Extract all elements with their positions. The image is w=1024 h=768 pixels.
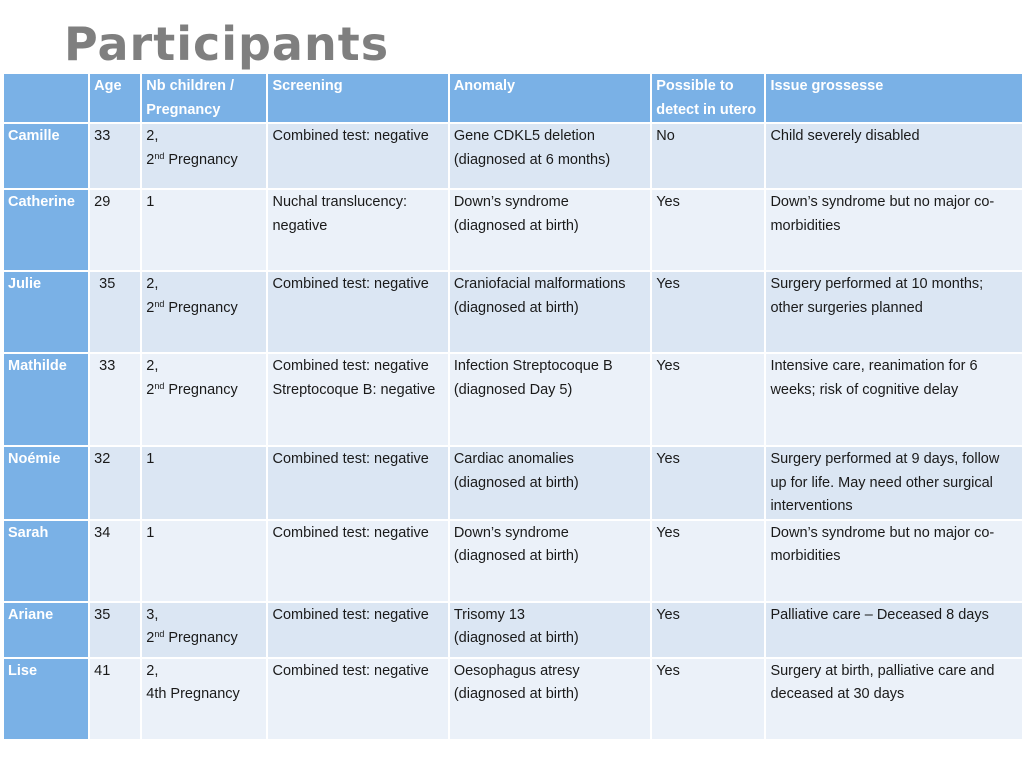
anomaly-cell (450, 521, 650, 601)
detect-cell: Yes (652, 447, 764, 519)
detect-cell: Yes (652, 659, 764, 739)
screening-cell: Combined test: negative (268, 521, 447, 601)
screening-cell: Combined test: negative (268, 659, 447, 739)
anomaly-diagnosis: (diagnosed at birth) (453, 548, 579, 564)
screening-secondary: Streptocoque B: negative (272, 381, 436, 398)
age-cell: 35 (90, 603, 140, 657)
pregnancy-suffix: nd (154, 380, 165, 391)
age-cell (90, 272, 140, 352)
participant-name: Camille (4, 124, 88, 188)
anomaly-name: Craniofacial malformations (453, 276, 626, 292)
participant-name: Sarah (4, 521, 88, 601)
pregnancy-label: Pregnancy (164, 151, 238, 168)
issue-cell: Down’s syndrome but no major co-morbidities (766, 190, 1022, 270)
anomaly-cell (450, 354, 650, 445)
detect-cell: Yes (652, 603, 764, 657)
children-count: 1 (146, 194, 155, 210)
detect-cell: Yes (652, 190, 764, 270)
header-name (4, 74, 88, 122)
pregnancy-line (146, 627, 262, 651)
anomaly-diagnosis: (diagnosed at birth) (453, 299, 579, 316)
participant-name: Mathilde (4, 354, 88, 445)
pregnancy-line (146, 379, 262, 403)
anomaly-name: Trisomy 13 (453, 606, 525, 623)
issue-cell: Child severely disabled (766, 124, 1022, 188)
pregnancy-line (146, 297, 262, 321)
anomaly-cell (450, 272, 650, 352)
age-cell: 33 (90, 124, 140, 188)
header-screening: Screening (268, 74, 447, 122)
children-cell (142, 190, 266, 270)
age-cell (90, 354, 140, 445)
anomaly-name: Infection Streptocoque B (453, 358, 613, 374)
pregnancy-number: 2 (146, 151, 155, 168)
participant-name: Julie (4, 272, 88, 352)
pregnancy-label: Pregnancy (164, 381, 238, 398)
anomaly-name: Down’s syndrome (453, 524, 569, 541)
detect-cell: Yes (652, 272, 764, 352)
pregnancy-label: Pregnancy (164, 299, 238, 316)
pregnancy-number: 2 (146, 381, 155, 398)
children-count: 2, (146, 128, 159, 144)
anomaly-name: Down’s syndrome (453, 194, 569, 210)
anomaly-cell (450, 190, 650, 270)
header-age: Age (90, 74, 140, 122)
age-cell: 34 (90, 521, 140, 601)
screening-cell (268, 354, 447, 445)
pregnancy-line (146, 149, 262, 173)
screening-cell: Combined test: negative (268, 603, 447, 657)
children-cell (142, 603, 266, 657)
participant-name: Catherine (4, 190, 88, 270)
header-detect: Possible to detect in utero (652, 74, 764, 122)
table-row (4, 354, 1022, 445)
children-cell (142, 124, 266, 188)
pregnancy-number: 2 (146, 630, 155, 646)
anomaly-cell (450, 659, 650, 739)
age-cell: 41 (90, 659, 140, 739)
pregnancy-number: 2 (146, 299, 155, 316)
screening-primary: Combined test: negative (272, 358, 429, 374)
children-count: 2, (146, 276, 159, 292)
children-count: 3, (146, 606, 159, 623)
pregnancy-suffix: nd (154, 298, 165, 309)
children-count: 1 (146, 451, 155, 467)
pregnancy-suffix: nd (154, 629, 165, 639)
detect-cell: No (652, 124, 764, 188)
anomaly-cell (450, 124, 650, 188)
issue-cell: Palliative care – Deceased 8 days (766, 603, 1022, 657)
age-cell: 32 (90, 447, 140, 519)
table-row (4, 659, 1022, 739)
issue-cell: Surgery at birth, palliative care and deceased at 30 days (766, 659, 1022, 739)
participant-name: Noémie (4, 447, 88, 519)
participant-name: Lise (4, 659, 88, 739)
table-row (4, 447, 1022, 519)
detect-cell: Yes (652, 521, 764, 601)
pregnancy-label: Pregnancy (164, 630, 238, 646)
anomaly-diagnosis: (diagnosed at birth) (453, 474, 579, 491)
children-count: 1 (146, 524, 155, 541)
header-issue: Issue grossesse (766, 74, 1022, 122)
table-row (4, 272, 1022, 352)
children-count: 2, (146, 358, 159, 374)
anomaly-diagnosis: (diagnosed at birth) (453, 686, 579, 702)
detect-cell: Yes (652, 354, 764, 445)
anomaly-diagnosis: (diagnosed at birth) (453, 217, 579, 234)
header-anomaly: Anomaly (450, 74, 650, 122)
children-cell (142, 272, 266, 352)
participants-table (2, 72, 1024, 741)
pregnancy-text: 4th Pregnancy (146, 686, 240, 702)
anomaly-diagnosis: (diagnosed Day 5) (453, 381, 573, 398)
table-row (4, 521, 1022, 601)
pregnancy-suffix: nd (154, 150, 165, 161)
anomaly-name: Oesophagus atresy (453, 662, 580, 679)
table-row (4, 190, 1022, 270)
issue-cell: Surgery performed at 9 days, follow up for life. May need other surgical interventions (766, 447, 1022, 519)
screening-cell: Combined test: negative (268, 272, 447, 352)
issue-cell: Intensive care, reanimation for 6 weeks; risk of cognitive delay (766, 354, 1022, 445)
children-cell (142, 521, 266, 601)
anomaly-cell (450, 603, 650, 657)
age-value: 33 (99, 358, 116, 374)
children-cell (142, 447, 266, 519)
table-row (4, 603, 1022, 657)
age-value: 35 (99, 276, 116, 292)
screening-cell: Combined test: negative (268, 447, 447, 519)
screening-cell: Nuchal translucency: negative (268, 190, 447, 270)
children-cell (142, 354, 266, 445)
anomaly-name: Gene CDKL5 deletion (453, 128, 595, 144)
anomaly-cell (450, 447, 650, 519)
issue-cell: Surgery performed at 10 months; other surgeries planned (766, 272, 1022, 352)
header-children: Nb children / Pregnancy (142, 74, 266, 122)
anomaly-diagnosis: (diagnosed at birth) (453, 630, 579, 646)
table-row (4, 124, 1022, 188)
anomaly-diagnosis: (diagnosed at 6 months) (453, 151, 611, 168)
header-row (4, 74, 1022, 122)
age-cell: 29 (90, 190, 140, 270)
issue-cell: Down’s syndrome but no major co-morbidities (766, 521, 1022, 601)
page-title: Participants (64, 17, 390, 71)
participant-name: Ariane (4, 603, 88, 657)
screening-cell: Combined test: negative (268, 124, 447, 188)
children-count: 2, (146, 662, 159, 679)
children-cell (142, 659, 266, 739)
anomaly-name: Cardiac anomalies (453, 451, 574, 467)
